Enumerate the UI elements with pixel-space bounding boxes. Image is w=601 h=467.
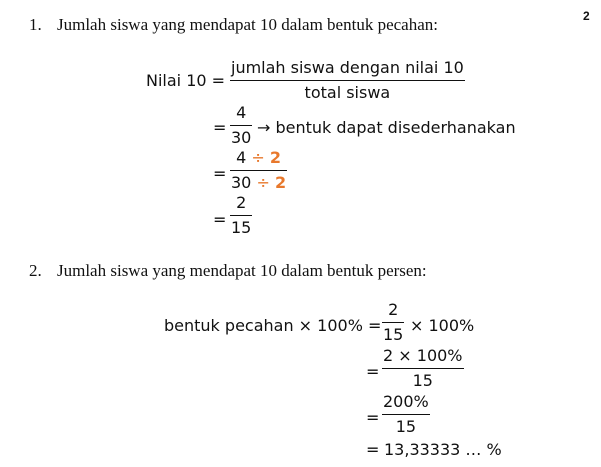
q1-fraction-3-denominator-divide-op: ÷ — [256, 173, 270, 192]
q2-fraction-2-bar — [382, 368, 464, 369]
q2-fraction-1-bar — [382, 322, 404, 323]
q1-fraction-3-denominator — [230, 173, 287, 193]
q2-eq-4: = — [366, 440, 380, 459]
q1-fraction-4-bar — [230, 215, 252, 216]
q1-fraction-4-denominator: 15 — [231, 218, 252, 237]
question-1-text: Jumlah siswa yang mendapat 10 dalam bentuk pecahan: — [57, 15, 438, 34]
q2-fraction-3-bar — [382, 414, 430, 415]
q1-fraction-3-denominator-divisor: 2 — [274, 173, 287, 192]
q1-fraction-2 — [230, 103, 252, 148]
q1-fraction-3-numerator-divisor: 2 — [269, 148, 281, 167]
q2-fraction-3-denominator: 15 — [395, 417, 417, 436]
q1-fraction-1-denominator: total siswa — [304, 83, 391, 102]
q2-fraction-2-numerator: 2 × 100% — [383, 346, 463, 365]
q1-fraction-3-bar — [230, 170, 287, 171]
q1-lhs: Nilai 10 = — [146, 71, 226, 90]
q1-eq-4: = — [213, 210, 227, 229]
q2-fraction-3 — [382, 392, 430, 437]
q1-eq-3: = — [213, 164, 227, 183]
q1-fraction-3-numerator — [235, 148, 282, 168]
q1-fraction-2-denominator: 30 — [231, 128, 252, 147]
q1-fraction-1-bar — [230, 80, 465, 81]
q1-fraction-4 — [230, 193, 252, 238]
q2-eq-2: = — [366, 362, 380, 381]
question-1-number: 1. — [29, 15, 42, 34]
q2-final-result: 13,33333 … % — [384, 440, 502, 459]
q1-fraction-3-numerator-divide-op: ÷ — [251, 148, 265, 167]
q1-eq-2: = — [213, 118, 227, 137]
q1-fraction-2-numerator: 4 — [236, 103, 247, 122]
q2-fraction-3-numerator: 200% — [383, 392, 429, 411]
q1-fraction-1-numerator: jumlah siswa dengan nilai 10 — [231, 58, 464, 77]
question-2-text: Jumlah siswa yang mendapat 10 dalam bentuk persen: — [57, 261, 427, 280]
q1-fraction-1 — [230, 58, 465, 103]
page-number: 2 — [583, 9, 590, 23]
q2-fraction-1-numerator: 2 — [388, 300, 399, 319]
q2-eq-3: = — [366, 408, 380, 427]
q1-fraction-4-numerator: 2 — [236, 193, 247, 212]
q1-simplify-note: → bentuk dapat disederhanakan — [257, 118, 516, 137]
q2-fraction-2 — [382, 346, 464, 391]
q2-fraction-1-denominator: 15 — [383, 325, 404, 344]
q1-fraction-2-bar — [230, 125, 252, 126]
q2-fraction-1 — [382, 300, 404, 345]
q1-fraction-3 — [230, 148, 287, 193]
q1-fraction-3-denominator-value: 30 — [231, 173, 252, 192]
q2-fraction-2-denominator: 15 — [412, 371, 433, 390]
q1-fraction-3-numerator-value: 4 — [236, 148, 247, 167]
q2-times-100-percent: × 100% — [410, 316, 475, 335]
q2-lhs: bentuk pecahan × 100% = — [164, 316, 382, 335]
question-2-number: 2. — [29, 261, 42, 280]
